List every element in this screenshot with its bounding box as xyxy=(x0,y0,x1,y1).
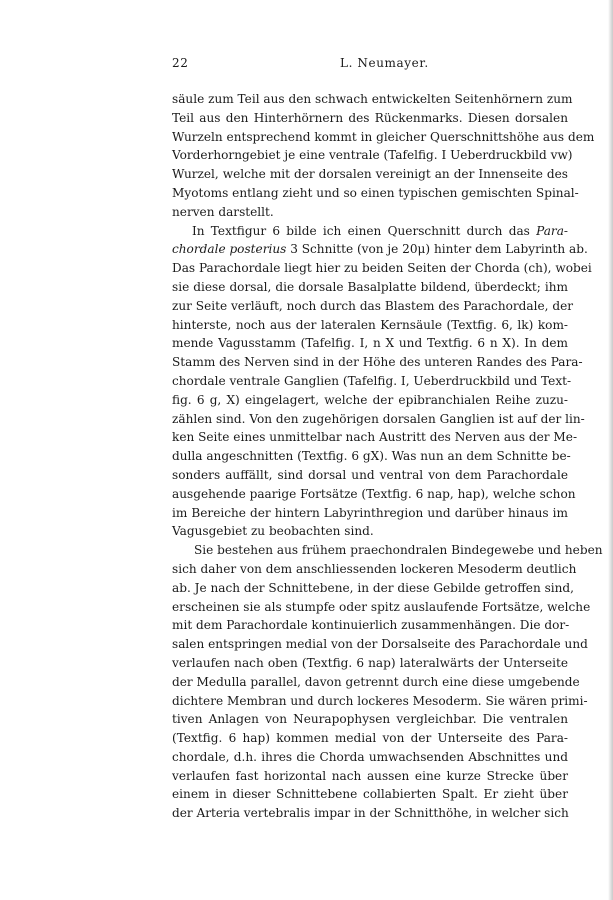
text-line: Myotoms entlang zieht und so einen typischen gemischten Spinal- xyxy=(172,185,579,200)
text-line: chordale, d.h. ihres die Chorda umwachsenden Abschnittes und xyxy=(172,749,568,764)
text-line: der Medulla parallel, davon getrennt durch eine diese umgebende xyxy=(172,674,580,689)
text-line: tiven Anlagen von Neurapophysen vergleichbar. Die ventralen xyxy=(172,712,568,727)
text-line: einem in dieser Schnittebene collabierten Spalt. Er zieht über xyxy=(172,787,568,802)
page-edge-shadow xyxy=(608,0,613,900)
text-line: ken Seite eines unmittelbar nach Austritt des Nerven aus der Me- xyxy=(172,430,578,445)
text-line: ab. Je nach der Schnittebene, in der diese Gebilde getroffen sind, xyxy=(172,580,575,595)
text-run: 3 Schnitte (von je 20μ) hinter dem Labyrinth ab. xyxy=(286,242,588,257)
paragraph-first-line xyxy=(172,222,568,241)
text-line: säule zum Teil aus den schwach entwickelten Seitenhörnern zum xyxy=(172,92,573,106)
text-line: zur Seite verläuft, noch durch das Blastem des Parachordale, der xyxy=(172,298,574,313)
text-run: In Textfigur 6 bilde ich einen Querschnitt durch das xyxy=(192,223,537,238)
text-line: chordale ventrale Ganglien (Tafelfig. I, Ueberdruckbild und Text- xyxy=(172,373,572,388)
text-line: dichtere Membran und durch lockeres Mesoderm. Sie wären primi- xyxy=(172,693,588,708)
text-line: Das Parachordale liegt hier zu beiden Seiten der Chorda (ch), wobei xyxy=(172,261,592,276)
text-line: salen entspringen medial von der Dorsalseite des Parachordale und xyxy=(172,637,588,652)
text-line: sich daher von dem anschliessenden lockeren Mesoderm deutlich xyxy=(172,561,577,576)
text-body xyxy=(172,90,603,823)
text-line: Stamm des Nerven sind in der Höhe des unteren Randes des Para- xyxy=(172,355,583,370)
text-line: dulla angeschnitten (Textfig. 6 gX). Was nun an dem Schnitte be- xyxy=(172,449,571,464)
text-line: Vorderhorngebiet je eine ventrale (Tafelfig. I Ueberdruckbild vw) xyxy=(172,148,573,163)
text-line: zählen sind. Von den zugehörigen dorsalen Ganglien ist auf der lin- xyxy=(172,411,585,426)
text-line: (Textfig. 6 hap) kommen medial von der Unterseite des Para- xyxy=(172,731,568,746)
text-line: ausgehende paarige Fortsätze (Textfig. 6 nap, hap), welche schon xyxy=(172,486,576,501)
text-line: Vagusgebiet zu beobachten sind. xyxy=(172,524,374,539)
text-line: im Bereiche der hintern Labyrinthregion und darüber hinaus im xyxy=(172,505,568,520)
text-line: hinterste, noch aus der lateralen Kernsäule (Textfig. 6, lk) kom- xyxy=(172,317,568,332)
text-line: Teil aus den Hinterhörnern des Rückenmarks. Diesen dorsalen xyxy=(172,110,568,125)
text-line: verlaufen fast horizontal nach aussen eine kurze Strecke über xyxy=(172,768,568,783)
text-line: mende Vagusstamm (Tafelfig. I, n X und Textfig. 6 n X). In dem xyxy=(172,336,568,351)
text-line: mit dem Parachordale kontinuierlich zusammenhängen. Die dor- xyxy=(172,618,570,633)
text-line: Wurzel, welche mit der dorsalen vereinigt an der Innenseite des xyxy=(172,167,568,182)
text-line: Wurzeln entsprechend kommt in gleicher Querschnittshöhe aus dem xyxy=(172,129,595,144)
italic-term: Para- xyxy=(536,223,568,238)
page-number: 22 xyxy=(172,56,189,70)
paragraph-first-line: Sie bestehen aus frühem praechondralen Bindegewebe und heben xyxy=(194,543,603,558)
italic-term: chordale posterius xyxy=(172,242,287,257)
text-line xyxy=(172,240,588,259)
running-head-author: L. Neumayer. xyxy=(340,56,429,70)
running-head xyxy=(172,56,568,74)
text-line: erscheinen sie als stumpfe oder spitz auslaufende Fortsätze, welche xyxy=(172,599,591,614)
text-line: nerven darstellt. xyxy=(172,204,274,219)
text-line: fig. 6 g, X) eingelagert, welche der epibranchialen Reihe zuzu- xyxy=(172,392,568,407)
text-line: sonders auffällt, sind dorsal und ventral von dem Parachordale xyxy=(172,467,568,482)
text-line: verlaufen nach oben (Textfig. 6 nap) lateralwärts der Unterseite xyxy=(172,655,568,670)
text-line: der Arteria vertebralis impar in der Schnitthöhe, in welcher sich xyxy=(172,806,569,821)
text-line: sie diese dorsal, die dorsale Basalplatte bildend, überdeckt; ihm xyxy=(172,279,568,294)
